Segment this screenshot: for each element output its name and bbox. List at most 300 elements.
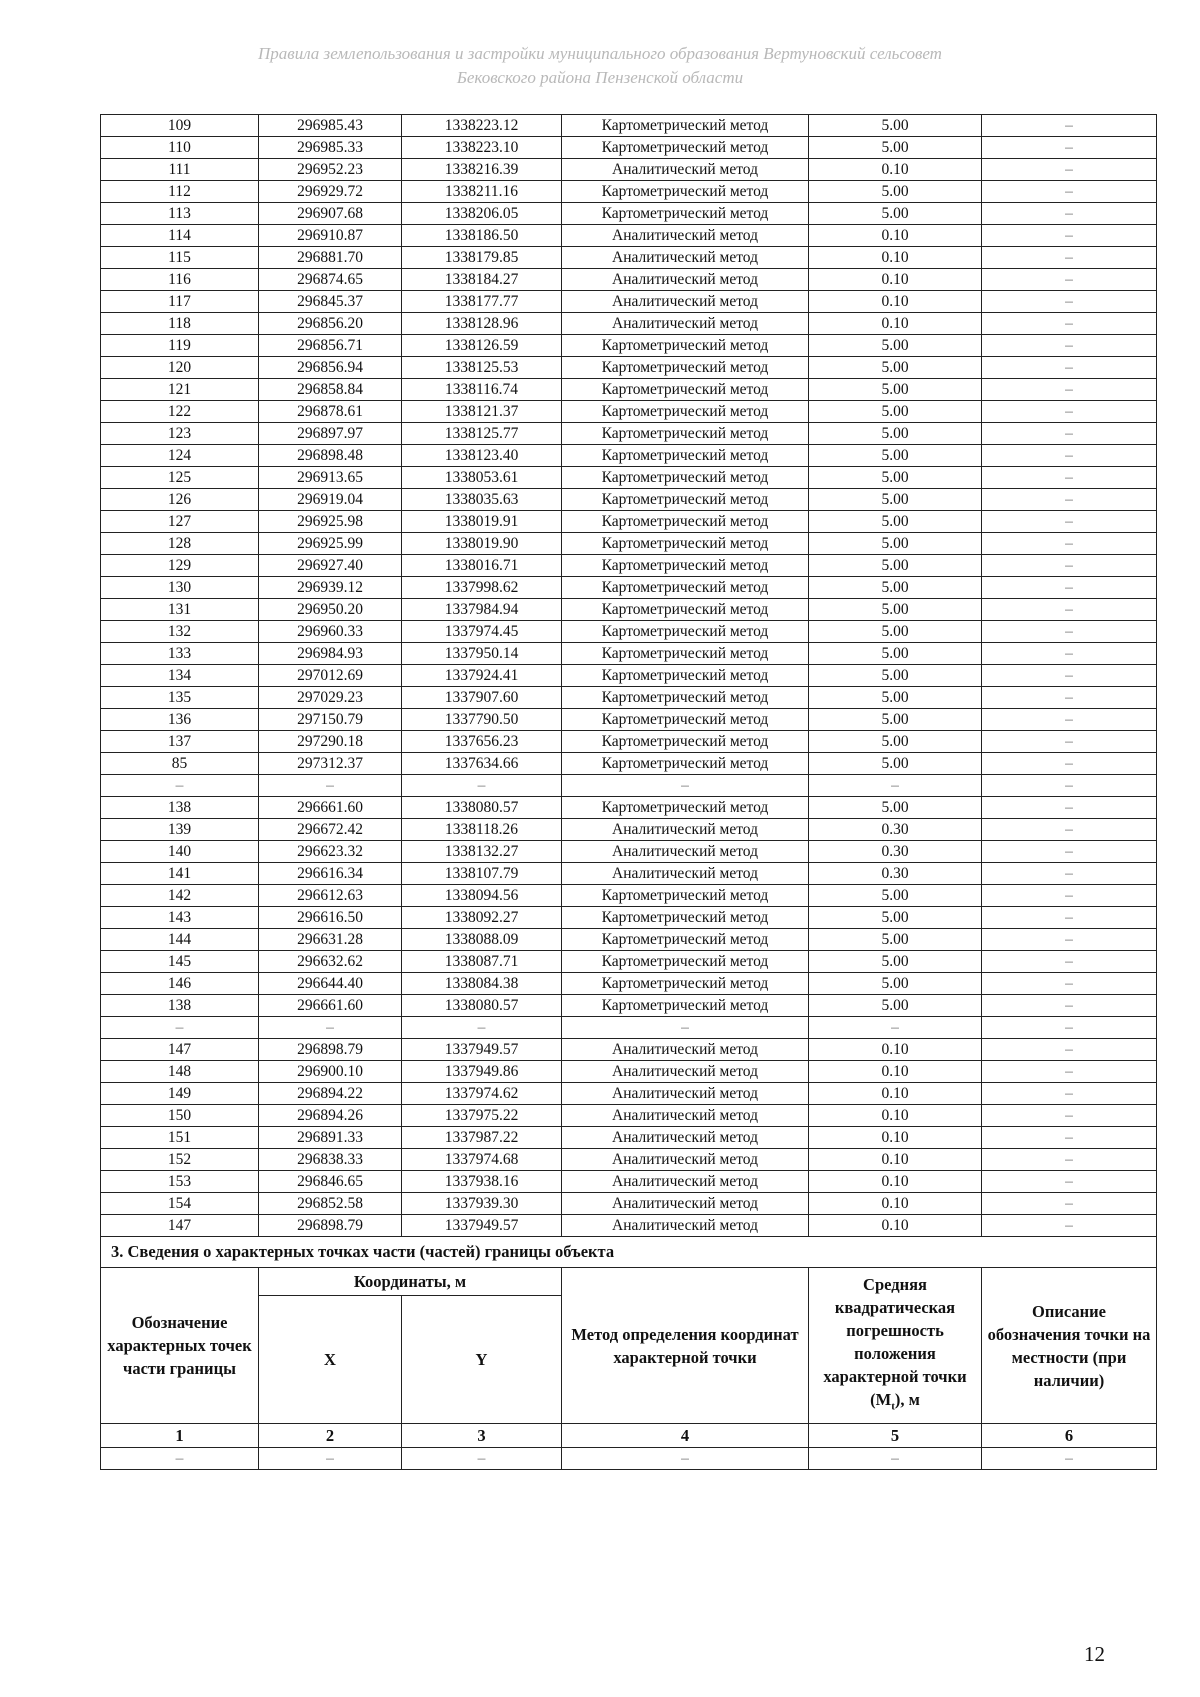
table-cell: 126 (101, 489, 259, 511)
table-cell: 141 (101, 863, 259, 885)
table-cell: Аналитический метод (562, 313, 809, 335)
col-coords-header: Координаты, м (259, 1268, 562, 1296)
table-cell: 111 (101, 159, 259, 181)
table-cell: – (982, 929, 1157, 951)
table-cell: Картометрический метод (562, 665, 809, 687)
table-cell: 296878.61 (259, 401, 402, 423)
table-cell: 296900.10 (259, 1061, 402, 1083)
table-cell: 5.00 (809, 665, 982, 687)
coordinates-rows (101, 115, 1157, 1237)
table-cell: – (982, 467, 1157, 489)
table-cell: – (982, 1039, 1157, 1061)
table-cell: Аналитический метод (562, 247, 809, 269)
table-cell: 5.00 (809, 181, 982, 203)
table-cell: 0.10 (809, 1193, 982, 1215)
table-cell: 0.10 (809, 1061, 982, 1083)
table-row (101, 951, 1157, 973)
table-cell: 1337938.16 (402, 1171, 562, 1193)
table-cell: 1338092.27 (402, 907, 562, 929)
table-cell: 134 (101, 665, 259, 687)
table-cell: 1338118.26 (402, 819, 562, 841)
table-cell: 137 (101, 731, 259, 753)
table-cell: – (982, 819, 1157, 841)
table-cell: – (982, 599, 1157, 621)
table-cell: 296612.63 (259, 885, 402, 907)
table-cell: Картометрический метод (562, 467, 809, 489)
table-row (101, 379, 1157, 401)
table-cell: 0.10 (809, 313, 982, 335)
table-cell: 0.30 (809, 863, 982, 885)
table-cell: – (982, 1171, 1157, 1193)
table-cell: – (982, 995, 1157, 1017)
table-cell: 119 (101, 335, 259, 357)
table-cell: 1338088.09 (402, 929, 562, 951)
table-cell: 296891.33 (259, 1127, 402, 1149)
table-cell: 296874.65 (259, 269, 402, 291)
table-cell: 296960.33 (259, 621, 402, 643)
table-row (101, 775, 1157, 797)
table-cell: – (982, 159, 1157, 181)
table-cell: 5.00 (809, 753, 982, 775)
table-row (101, 1105, 1157, 1127)
table-cell: 85 (101, 753, 259, 775)
table-cell: – (982, 797, 1157, 819)
table-cell: 1338107.79 (402, 863, 562, 885)
table-cell: 296858.84 (259, 379, 402, 401)
table-cell: 1338016.71 (402, 555, 562, 577)
table-cell: 5.00 (809, 709, 982, 731)
cell: – (402, 1448, 562, 1470)
col-number-4: 4 (562, 1424, 809, 1448)
table-cell: – (982, 885, 1157, 907)
table-cell: 0.30 (809, 841, 982, 863)
table-cell: – (982, 753, 1157, 775)
cell: – (101, 1448, 259, 1470)
table-cell: 0.30 (809, 819, 982, 841)
table-cell: 5.00 (809, 995, 982, 1017)
table-cell: 296919.04 (259, 489, 402, 511)
table-cell: Аналитический метод (562, 291, 809, 313)
table-cell: 0.10 (809, 159, 982, 181)
table-cell: 296661.60 (259, 797, 402, 819)
table-cell: 296661.60 (259, 995, 402, 1017)
table-cell: 1338125.77 (402, 423, 562, 445)
table-cell: 1337949.57 (402, 1039, 562, 1061)
table-cell: 296952.23 (259, 159, 402, 181)
table-cell: 1338053.61 (402, 467, 562, 489)
table-cell: – (982, 555, 1157, 577)
table-cell: 0.10 (809, 1149, 982, 1171)
table-cell: 1338019.91 (402, 511, 562, 533)
table-row (101, 709, 1157, 731)
running-header (0, 42, 1200, 90)
table-cell: 0.10 (809, 225, 982, 247)
table-cell: 1338186.50 (402, 225, 562, 247)
table-row (101, 819, 1157, 841)
table-row (101, 159, 1157, 181)
table-cell: 144 (101, 929, 259, 951)
table-cell: 125 (101, 467, 259, 489)
table-cell: 1338128.96 (402, 313, 562, 335)
table-cell: Картометрический метод (562, 687, 809, 709)
table-cell: – (982, 269, 1157, 291)
table-cell: Картометрический метод (562, 423, 809, 445)
table-cell: 296672.42 (259, 819, 402, 841)
table-cell: – (982, 1083, 1157, 1105)
table-cell: – (982, 731, 1157, 753)
table-cell: 1337907.60 (402, 687, 562, 709)
table-cell: 129 (101, 555, 259, 577)
table-cell: 1338211.16 (402, 181, 562, 203)
table-cell: Аналитический метод (562, 819, 809, 841)
table-row (101, 577, 1157, 599)
table-cell: 296856.94 (259, 357, 402, 379)
table-cell: 296898.48 (259, 445, 402, 467)
table-cell: Картометрический метод (562, 511, 809, 533)
table-cell: 130 (101, 577, 259, 599)
table-cell: – (982, 357, 1157, 379)
table-cell: Аналитический метод (562, 1105, 809, 1127)
table-cell: – (101, 1017, 259, 1039)
table-cell: 296846.65 (259, 1171, 402, 1193)
table-cell: 0.10 (809, 1171, 982, 1193)
table-cell: Аналитический метод (562, 1215, 809, 1237)
table-cell: – (259, 1017, 402, 1039)
table-row (101, 115, 1157, 137)
table-cell: 1337924.41 (402, 665, 562, 687)
table-cell: 1337949.86 (402, 1061, 562, 1083)
table-cell: – (982, 423, 1157, 445)
table-cell: 0.10 (809, 1105, 982, 1127)
header-line-2: Бековского района Пензенской области (456, 68, 744, 87)
table-cell: – (982, 665, 1157, 687)
table-cell: 5.00 (809, 929, 982, 951)
table-cell: 1337656.23 (402, 731, 562, 753)
table-cell: Картометрический метод (562, 731, 809, 753)
table-row (101, 181, 1157, 203)
table-cell: 133 (101, 643, 259, 665)
table-cell: 1337790.50 (402, 709, 562, 731)
table-cell: – (982, 841, 1157, 863)
table-cell: 150 (101, 1105, 259, 1127)
table-cell: 1338132.27 (402, 841, 562, 863)
table-cell: 296897.97 (259, 423, 402, 445)
table-cell: 296985.43 (259, 115, 402, 137)
table-cell: Картометрический метод (562, 973, 809, 995)
table-row (101, 1039, 1157, 1061)
table-cell: 1338126.59 (402, 335, 562, 357)
table-cell: – (982, 313, 1157, 335)
table-cell: 296927.40 (259, 555, 402, 577)
table-row (101, 907, 1157, 929)
table-cell: 115 (101, 247, 259, 269)
table-cell: Картометрический метод (562, 181, 809, 203)
table-cell: – (982, 863, 1157, 885)
table-cell: 296898.79 (259, 1215, 402, 1237)
table-row (101, 357, 1157, 379)
table-cell: Картометрический метод (562, 533, 809, 555)
table-row (101, 467, 1157, 489)
table-cell: 128 (101, 533, 259, 555)
table-cell: 1338121.37 (402, 401, 562, 423)
table-cell: Аналитический метод (562, 1061, 809, 1083)
table-cell: Аналитический метод (562, 159, 809, 181)
table-cell: – (982, 1061, 1157, 1083)
table-cell: – (982, 643, 1157, 665)
table-cell: 148 (101, 1061, 259, 1083)
table-row (101, 1083, 1157, 1105)
table-row (101, 621, 1157, 643)
table-cell: Картометрический метод (562, 929, 809, 951)
table-cell: – (982, 335, 1157, 357)
table-cell: 121 (101, 379, 259, 401)
table-row (101, 401, 1157, 423)
cell: – (562, 1448, 809, 1470)
table-row (101, 643, 1157, 665)
table-row (101, 511, 1157, 533)
page-number: 12 (1084, 1642, 1105, 1666)
table-cell: – (982, 1193, 1157, 1215)
section3-empty-row (101, 1448, 1157, 1470)
cell: – (982, 1448, 1157, 1470)
table-cell: 1338177.77 (402, 291, 562, 313)
table-row (101, 247, 1157, 269)
col-number-3: 3 (402, 1424, 562, 1448)
table-cell: 296856.20 (259, 313, 402, 335)
table-cell: 296985.33 (259, 137, 402, 159)
table-cell: 296984.93 (259, 643, 402, 665)
table-row (101, 929, 1157, 951)
table-row (101, 797, 1157, 819)
table-row (101, 1149, 1157, 1171)
table-row (101, 995, 1157, 1017)
table-cell: – (982, 775, 1157, 797)
table-cell: – (259, 775, 402, 797)
coordinates-table (100, 114, 1157, 1470)
table-row (101, 885, 1157, 907)
table-cell: 1338019.90 (402, 533, 562, 555)
table-cell: Картометрический метод (562, 753, 809, 775)
table-cell: Картометрический метод (562, 115, 809, 137)
table-cell: 118 (101, 313, 259, 335)
table-cell: 1338080.57 (402, 995, 562, 1017)
table-cell: Картометрический метод (562, 709, 809, 731)
table-cell: – (809, 775, 982, 797)
table-cell: 143 (101, 907, 259, 929)
table-row (101, 203, 1157, 225)
table-cell: 296907.68 (259, 203, 402, 225)
table-cell: Аналитический метод (562, 1083, 809, 1105)
table-cell: Картометрический метод (562, 643, 809, 665)
table-cell: 5.00 (809, 511, 982, 533)
table-cell: 135 (101, 687, 259, 709)
table-cell: 296925.98 (259, 511, 402, 533)
table-cell: 296939.12 (259, 577, 402, 599)
table-cell: Аналитический метод (562, 1039, 809, 1061)
table-cell: 138 (101, 797, 259, 819)
table-row (101, 269, 1157, 291)
table-cell: Картометрический метод (562, 203, 809, 225)
col-number-5: 5 (809, 1424, 982, 1448)
table-cell: Аналитический метод (562, 1171, 809, 1193)
table-cell: 297029.23 (259, 687, 402, 709)
table-cell: Картометрический метод (562, 445, 809, 467)
table-cell: 5.00 (809, 533, 982, 555)
table-cell: 109 (101, 115, 259, 137)
table-row (101, 753, 1157, 775)
table-cell: 296838.33 (259, 1149, 402, 1171)
table-cell: 149 (101, 1083, 259, 1105)
table-cell: 5.00 (809, 731, 982, 753)
table-cell: 297012.69 (259, 665, 402, 687)
table-cell: 110 (101, 137, 259, 159)
table-cell: 1338116.74 (402, 379, 562, 401)
table-cell: 0.10 (809, 247, 982, 269)
table-cell: – (982, 1215, 1157, 1237)
table-cell: 1337998.62 (402, 577, 562, 599)
table-cell: 1338216.39 (402, 159, 562, 181)
table-cell: – (982, 687, 1157, 709)
table-cell: – (982, 203, 1157, 225)
table-cell: Картометрический метод (562, 137, 809, 159)
table-cell: 151 (101, 1127, 259, 1149)
table-row (101, 291, 1157, 313)
table-cell: 296929.72 (259, 181, 402, 203)
table-row (101, 841, 1157, 863)
col-desc-header: Описание обозначения точки на местности (при наличии) (982, 1268, 1157, 1424)
table-cell: – (982, 533, 1157, 555)
table-cell: – (982, 445, 1157, 467)
table-cell: 5.00 (809, 423, 982, 445)
table-cell: 1337974.45 (402, 621, 562, 643)
table-cell: Картометрический метод (562, 907, 809, 929)
table-cell: – (562, 1017, 809, 1039)
table-row (101, 555, 1157, 577)
table-cell: 296913.65 (259, 467, 402, 489)
table-row (101, 1127, 1157, 1149)
table-cell: 5.00 (809, 137, 982, 159)
table-cell: 5.00 (809, 643, 982, 665)
table-cell: 120 (101, 357, 259, 379)
table-cell: Картометрический метод (562, 379, 809, 401)
table-cell: 147 (101, 1215, 259, 1237)
table-row (101, 533, 1157, 555)
table-cell: 5.00 (809, 467, 982, 489)
table-row (101, 423, 1157, 445)
col-number-1: 1 (101, 1424, 259, 1448)
col-number-6: 6 (982, 1424, 1157, 1448)
table-cell: 1338223.10 (402, 137, 562, 159)
table-cell: Картометрический метод (562, 797, 809, 819)
table-cell: 5.00 (809, 401, 982, 423)
table-cell: Картометрический метод (562, 951, 809, 973)
table-cell: 5.00 (809, 379, 982, 401)
table-row (101, 1171, 1157, 1193)
table-cell: Картометрический метод (562, 489, 809, 511)
table-cell: 5.00 (809, 115, 982, 137)
table-cell: Аналитический метод (562, 1193, 809, 1215)
header-line-1: Правила землепользования и застройки муниципального образования Вертуновский сельсовет (258, 44, 942, 63)
cell: – (809, 1448, 982, 1470)
table-cell: 297290.18 (259, 731, 402, 753)
table-cell: – (982, 621, 1157, 643)
table-row (101, 445, 1157, 467)
table-cell: – (402, 1017, 562, 1039)
table-cell: 152 (101, 1149, 259, 1171)
table-cell: 1338223.12 (402, 115, 562, 137)
table-row (101, 1017, 1157, 1039)
table-cell: 145 (101, 951, 259, 973)
table-cell: 0.10 (809, 1039, 982, 1061)
table-cell: 1338084.38 (402, 973, 562, 995)
table-cell: 1337984.94 (402, 599, 562, 621)
table-cell: 5.00 (809, 489, 982, 511)
table-row (101, 1193, 1157, 1215)
table-row (101, 599, 1157, 621)
table-cell: 296616.50 (259, 907, 402, 929)
table-cell: 116 (101, 269, 259, 291)
table-cell: 146 (101, 973, 259, 995)
table-cell: 138 (101, 995, 259, 1017)
table-cell: – (982, 1017, 1157, 1039)
table-cell: 114 (101, 225, 259, 247)
table-row (101, 489, 1157, 511)
table-cell: 1338087.71 (402, 951, 562, 973)
table-cell: Картометрический метод (562, 885, 809, 907)
table-cell: 0.10 (809, 1215, 982, 1237)
table-cell: 296616.34 (259, 863, 402, 885)
table-cell: Аналитический метод (562, 841, 809, 863)
cell: – (259, 1448, 402, 1470)
table-cell: 1337939.30 (402, 1193, 562, 1215)
table-cell: – (982, 907, 1157, 929)
table-cell: – (101, 775, 259, 797)
table-cell: 1337974.62 (402, 1083, 562, 1105)
table-cell: 296631.28 (259, 929, 402, 951)
table-cell: 5.00 (809, 907, 982, 929)
table-cell: 1337949.57 (402, 1215, 562, 1237)
table-cell: Картометрический метод (562, 335, 809, 357)
table-cell: 5.00 (809, 445, 982, 467)
table-cell: 147 (101, 1039, 259, 1061)
table-cell: – (809, 1017, 982, 1039)
table-cell: 1337950.14 (402, 643, 562, 665)
table-cell: 1338206.05 (402, 203, 562, 225)
table-cell: 0.10 (809, 1127, 982, 1149)
table-cell: Аналитический метод (562, 269, 809, 291)
table-cell: 5.00 (809, 951, 982, 973)
table-cell: – (982, 489, 1157, 511)
table-cell: 5.00 (809, 599, 982, 621)
table-cell: – (982, 577, 1157, 599)
table-cell: 1338035.63 (402, 489, 562, 511)
table-row (101, 225, 1157, 247)
table-cell: Картометрический метод (562, 599, 809, 621)
table-row (101, 1215, 1157, 1237)
table-cell: 153 (101, 1171, 259, 1193)
table-cell: – (982, 951, 1157, 973)
table-cell: – (982, 137, 1157, 159)
table-row (101, 137, 1157, 159)
table-cell: 297150.79 (259, 709, 402, 731)
table-cell: 296623.32 (259, 841, 402, 863)
table-cell: Аналитический метод (562, 863, 809, 885)
table-cell: 136 (101, 709, 259, 731)
table-cell: 5.00 (809, 687, 982, 709)
table-cell: – (982, 291, 1157, 313)
table-cell: 1338080.57 (402, 797, 562, 819)
table-cell: 139 (101, 819, 259, 841)
